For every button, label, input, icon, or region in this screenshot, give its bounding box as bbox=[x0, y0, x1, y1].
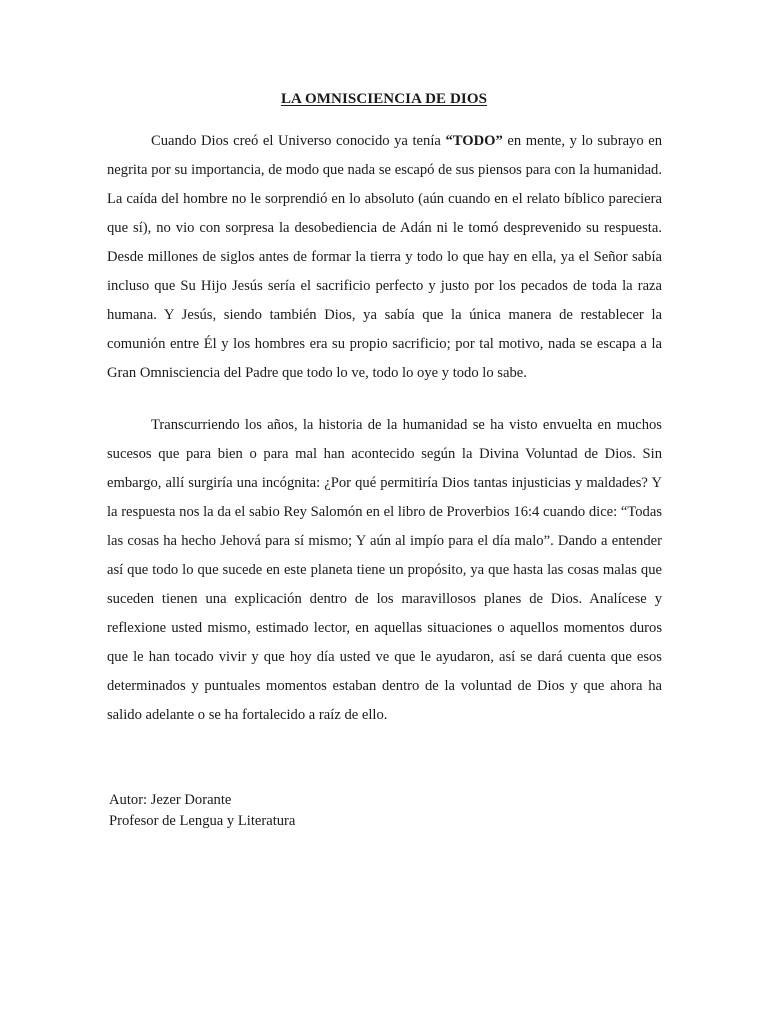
paragraph-2-text: Transcurriendo los años, la historia de la humanidad se ha visto envuelta en muchos sucesos que para bien o para mal han acontecido según la Divina Voluntad de Dios. Sin embargo, allí surgiría una incógnita: ¿Por qué permitiría Dios tantas injusticias y maldades? Y la respuesta nos la da el sabio Rey Salomón en el libro de Proverbios 16:4 cuando dice: “Todas las cosas ha hecho Jehová para sí mismo; Y aún al impío para el día malo”. Dando a entender así que todo lo que sucede en este planeta tiene un propósito, ya que hasta las cosas malas que suceden tienen una explicación dentro de los maravillosos planes de Dios. Analícese y reflexione usted mismo, estimado lector, en aquellas situaciones o aquellos momentos duros que le han tocado vivir y que hoy día usted ve que le ayudaron, así se dará cuenta que esos determinados y puntuales momentos estaban dentro de la voluntad de Dios y que ahora ha salido adelante o se ha fortalecido a raíz de ello. bbox=[107, 417, 662, 723]
paragraph-1-emphasis: “TODO” bbox=[445, 133, 503, 149]
paragraph-1-lead: Cuando Dios creó el Universo conocido ya tenía bbox=[151, 133, 446, 149]
paragraph-1 bbox=[107, 127, 662, 388]
document-title: LA OMNISCIENCIA DE DIOS bbox=[280, 91, 488, 107]
author-role: Profesor de Lengua y Literatura bbox=[109, 813, 296, 829]
author-name: Autor: Jezer Dorante bbox=[109, 792, 232, 808]
paragraph-1-rest: en mente, y lo subrayo en negrita por su importancia, de modo que nada se escapó de sus piensos para con la humanidad. La caída del hombre no le sorprendió en lo absoluto (aún cuando en el relato bíblico pareciera que sí), no vio con sorpresa la desobediencia de Adán ni le tomó desprevenido su respuesta. Desde millones de siglos antes de formar la tierra y todo lo que hay en ella, ya el Señor sabía incluso que Su Hijo Jesús sería el sacrificio perfecto y justo por los pecados de toda la raza humana. Y Jesús, siendo también Dios, ya sabía que la única manera de restablecer la comunión entre Él y los hombres era su propio sacrificio; por tal motivo, nada se escapa a la Gran Omnisciencia del Padre que todo lo ve, todo lo oye y todo lo sabe. bbox=[107, 133, 662, 381]
author-block bbox=[109, 790, 295, 832]
paragraph-2 bbox=[107, 411, 662, 730]
